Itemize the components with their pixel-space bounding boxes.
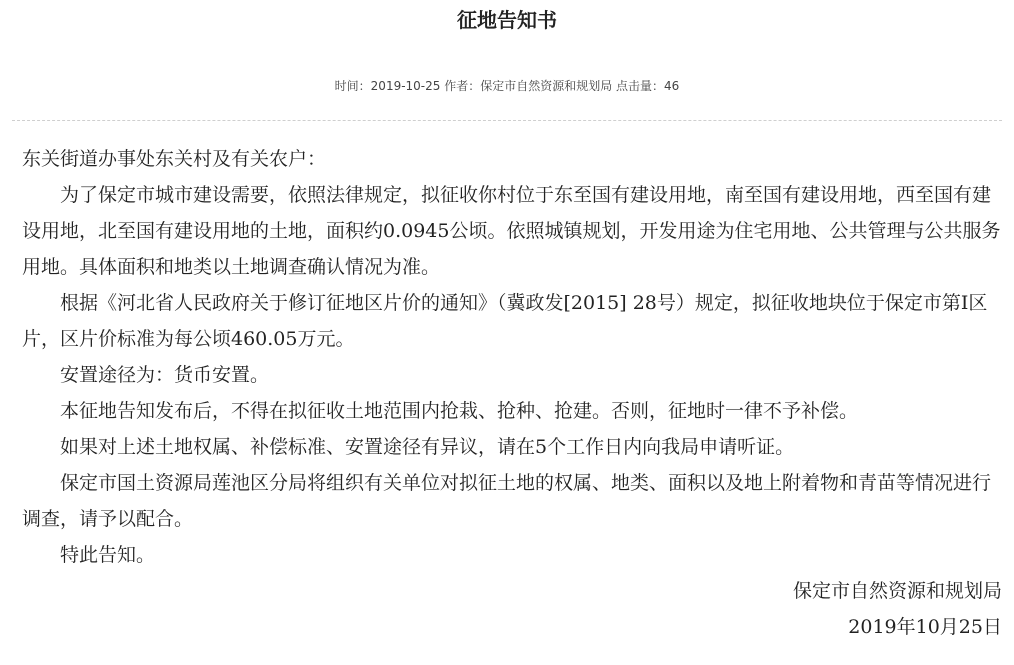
paragraph-land-acquisition: 为了保定市城市建设需要，依照法律规定，拟征收你村位于东至国有建设用地，南至国有建设用地，西至国有建设用地，北至国有建设用地的土地，面积约0.0945公顷。依照城镇规划，开发用途为住宅用地、公共管理与公共服务用地。具体面积和地类以土地调查确认情况为准。 (22, 184, 1001, 278)
signature: 保定市自然资源和规划局 (792, 580, 1002, 602)
divider (12, 120, 1002, 121)
paragraph-closing: 特此告知。 (60, 544, 156, 566)
article-meta: 时间：2019-10-25 作者：保定市自然资源和规划局 点击量：46 (334, 79, 680, 93)
salutation: 东关街道办事处东关村及有关农户： (22, 148, 327, 170)
date: 2019年10月25日 (848, 616, 1002, 638)
paragraph-investigation: 保定市国土资源局莲池区分局将组织有关单位对拟征土地的权属、地类、面积以及地上附着物和青苗等情况进行调查，请予以配合。 (22, 472, 992, 530)
notice-body (22, 141, 1002, 645)
paragraph-resettlement: 安置途径为：货币安置。 (60, 364, 270, 386)
paragraph-compensation-standard: 根据《河北省人民政府关于修订征地区片价的通知》（冀政发[2015] 28号）规定，拟征收地块位于保定市第Ⅰ区片，区片价标准为每公顷460.05万元。 (22, 292, 988, 350)
page-title: 征地告知书 (457, 8, 557, 32)
paragraph-prohibition: 本征地告知发布后，不得在拟征收土地范围内抢栽、抢种、抢建。否则，征地时一律不予补偿。 (60, 400, 859, 422)
paragraph-hearing: 如果对上述土地权属、补偿标准、安置途径有异议，请在5个工作日内向我局申请听证。 (60, 436, 795, 458)
